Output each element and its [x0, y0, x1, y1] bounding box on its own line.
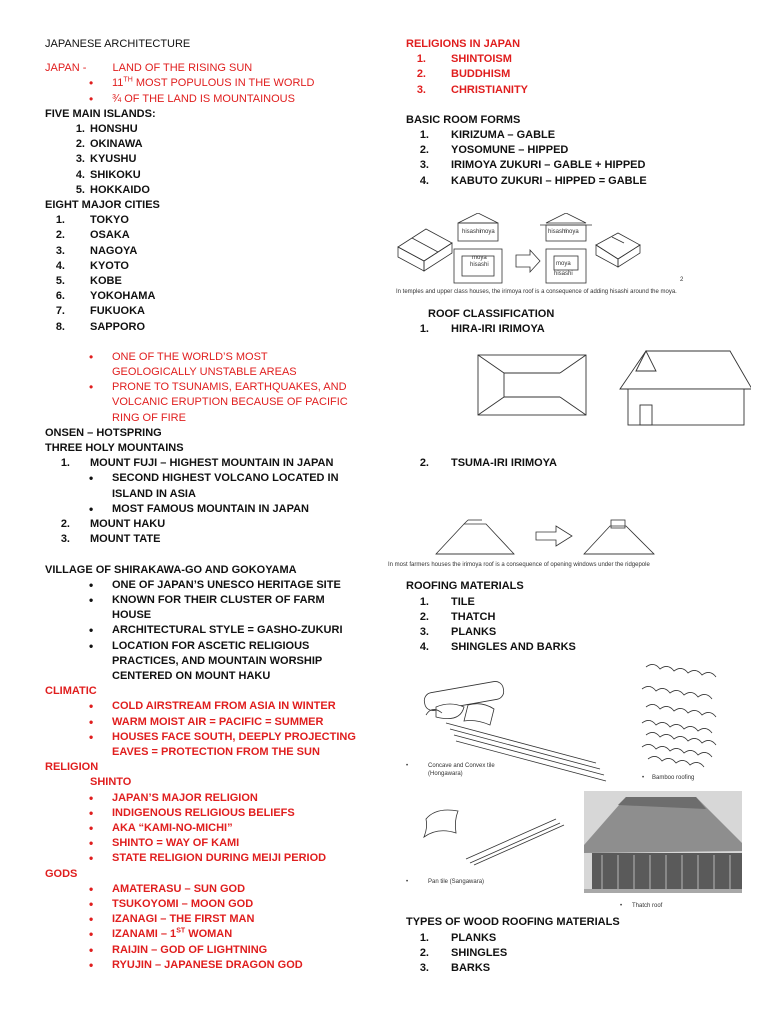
- god-item-pre: AMATERASU – SUN GOD: [112, 882, 246, 895]
- shinto-bullet-line: SHINTO = WAY OF KAMI: [112, 837, 240, 850]
- shinto-bullet: • JAPAN’S MAJOR RELIGION: [45, 791, 375, 806]
- village-bullet-line: CENTERED ON MOUNT HAKU: [112, 669, 271, 682]
- island-item-text: HOKKAIDO: [90, 183, 150, 196]
- mountain-fuji-text: MOUNT FUJI – HIGHEST MOUNTAIN IN JAPAN: [90, 457, 334, 470]
- roofing-material-item: 4. SHINGLES AND BARKS: [419, 641, 576, 654]
- room-form-item-text: KABUTO ZUKURI – HIPPED = GABLE: [451, 174, 647, 187]
- climatic-bullet-line: WARM MOIST AIR = PACIFIC = SUMMER: [112, 715, 324, 728]
- room-form-item: 3. IRIMOYA ZUKURI – GABLE + HIPPED: [419, 159, 646, 172]
- city-item-text: FUKUOKA: [90, 305, 145, 318]
- japan-bullet-pre: ¾ OF THE LAND IS MOUNTAINOUS: [112, 92, 295, 105]
- caption-thatch-bullet: •: [620, 903, 623, 910]
- village-bullet-line: HOUSE: [112, 609, 152, 622]
- fig1-label-5: moya: [556, 260, 571, 267]
- cities-list: [45, 213, 375, 335]
- god-item-pre: IZANAGI – THE FIRST MAN: [112, 913, 255, 926]
- city-item-text: YOKOHAMA: [90, 290, 156, 303]
- caption-tile-2: (Hongawara): [428, 771, 463, 778]
- city-item: 3. NAGOYA: [55, 244, 138, 257]
- shinto-bullet-line: AKA “KAMI-NO-MICHI”: [112, 821, 233, 834]
- climatic-bullet-line: EAVES = PROTECTION FROM THE SUN: [112, 745, 320, 758]
- thatch-roof-photo: [584, 791, 742, 893]
- mountains-list-2: [45, 517, 375, 547]
- roof-class-tsuma-text: TSUMA-IRI IRIMOYA: [451, 457, 557, 470]
- city-item: 5. KOBE: [55, 275, 122, 288]
- geology-bullet-line: PRONE TO TSUNAMIS, EARTHQUAKES, AND: [112, 381, 347, 394]
- mountain-tate-text: MOUNT TATE: [90, 533, 161, 546]
- god-item: • RYUJIN – JAPANESE DRAGON GOD: [89, 957, 303, 972]
- fig1-label-6: hisashi: [554, 270, 573, 277]
- village-bullet-line: KNOWN FOR THEIR CLUSTER OF FARM: [112, 593, 325, 606]
- mountain-haku-text: MOUNT HAKU: [90, 518, 166, 531]
- mountain-haku: 2. MOUNT HAKU: [60, 518, 166, 531]
- roofing-material-item: 1. TILE: [419, 595, 475, 608]
- geology-bullet: • PRONE TO TSUNAMIS, EARTHQUAKES, AND VOLCANIC ERUPTION BECAUSE OF PACIFIC RING OF FIRE: [45, 380, 375, 426]
- shinto-bullet: • INDIGENOUS RELIGIOUS BELIEFS: [45, 806, 375, 821]
- room-form-item: 1. KIRIZUMA – GABLE: [419, 129, 556, 142]
- islands-heading: FIVE MAIN ISLANDS:: [45, 107, 156, 120]
- island-item-text: OKINAWA: [90, 138, 143, 151]
- climatic-bullets: [45, 699, 375, 760]
- fuji-bullet-line: ISLAND IN ASIA: [112, 487, 196, 500]
- room-form-item-text: KIRIZUMA – GABLE: [451, 129, 556, 142]
- mountain-fuji: 1. MOUNT FUJI – HIGHEST MOUNTAIN IN JAPAN: [60, 457, 334, 470]
- gods-list: [45, 882, 375, 973]
- document-title: JAPANESE ARCHITECTURE: [45, 38, 191, 50]
- caption-tile-bullet: •: [406, 763, 409, 770]
- god-item-sup: ST: [176, 927, 186, 935]
- japan-bullet-sup: TH: [123, 76, 133, 84]
- mountains-heading: THREE HOLY MOUNTAINS: [45, 442, 184, 455]
- wood-roofing-heading: TYPES OF WOOD ROOFING MATERIALS: [406, 916, 620, 929]
- wood-roofing-item-text: SHINGLES: [451, 946, 508, 959]
- god-item-pre: RYUJIN – JAPANESE DRAGON GOD: [112, 958, 303, 971]
- climatic-bullet-line: COLD AIRSTREAM FROM ASIA IN WINTER: [112, 700, 336, 713]
- religion-heading: RELIGION: [45, 761, 99, 774]
- fig1-label-3: hisashi: [470, 261, 489, 268]
- geology-bullet-line: GEOLOGICALLY UNSTABLE AREAS: [112, 366, 297, 379]
- roof-class-list-1: [406, 322, 751, 337]
- roofing-materials-list: [406, 595, 751, 656]
- village-bullet-line: LOCATION FOR ASCETIC RELIGIOUS: [112, 639, 310, 652]
- village-bullets: [45, 578, 375, 684]
- fig1-label-2: moya: [480, 228, 495, 235]
- village-bullet: • KNOWN FOR THEIR CLUSTER OF FARM HOUSE: [45, 593, 375, 623]
- village-bullet-line: ONE OF JAPAN’S UNESCO HERITAGE SITE: [112, 578, 341, 591]
- fuji-bullet: • SECOND HIGHEST VOLCANO LOCATED IN ISLAND IN ASIA: [45, 471, 375, 501]
- room-form-item: 4. KABUTO ZUKURI – HIPPED = GABLE: [419, 174, 647, 187]
- room-forms-heading: BASIC ROOM FORMS: [406, 113, 521, 126]
- religion-item-text: BUDDHISM: [451, 68, 511, 81]
- shinto-bullet: • STATE RELIGION DURING MEIJI PERIOD: [45, 851, 375, 866]
- city-item-text: KOBE: [90, 275, 122, 288]
- wood-roofing-list: [406, 931, 751, 977]
- irimoya-diagram: [396, 213, 696, 297]
- religion-item-text: CHRISTIANITY: [451, 83, 528, 96]
- caption-thatch: Thatch roof: [632, 903, 663, 910]
- roofing-materials-heading: ROOFING MATERIALS: [406, 580, 524, 593]
- city-item-text: SAPPORO: [90, 320, 146, 333]
- island-item-text: KYUSHU: [90, 153, 137, 166]
- fig1-label-7: moya: [564, 228, 579, 235]
- shinto-bullet: • SHINTO = WAY OF KAMI: [45, 836, 375, 851]
- island-item-text: HONSHU: [90, 123, 138, 136]
- religion-item: 3. CHRISTIANITY: [416, 83, 528, 96]
- island-item: 3. KYUSHU: [75, 153, 137, 166]
- god-item: • IZANAGI – THE FIRST MAN: [89, 912, 255, 927]
- village-bullet: • LOCATION FOR ASCETIC RELIGIOUS PRACTICES, AND MOUNTAIN WORSHIP CENTERED ON MOUNT HAKU: [45, 639, 375, 685]
- city-item-text: OSAKA: [90, 229, 130, 242]
- right-column: [388, 37, 751, 976]
- roofing-material-item-text: THATCH: [451, 610, 496, 623]
- island-item: 1. HONSHU: [75, 123, 138, 136]
- wood-roofing-item: 3. BARKS: [419, 962, 491, 975]
- island-item-text: SHIKOKU: [90, 168, 141, 181]
- fig1-label-4: moya: [472, 254, 487, 261]
- fig1-caption: In temples and upper class houses, the irimoya roof is a consequence of adding hisashi around the moya.: [396, 288, 677, 295]
- room-forms-list: [406, 128, 751, 189]
- shinto-bullet-line: STATE RELIGION DURING MEIJI PERIOD: [112, 852, 327, 865]
- city-item-text: TOKYO: [90, 214, 129, 227]
- fuji-bullet-line: MOST FAMOUS MOUNTAIN IN JAPAN: [112, 502, 309, 515]
- geology-bullet: • ONE OF THE WORLD’S MOST GEOLOGICALLY UNSTABLE AREAS: [45, 350, 375, 380]
- tsuma-iri-diagram: [388, 518, 733, 568]
- shinto-heading: SHINTO: [90, 776, 132, 789]
- japan-line: [45, 61, 375, 76]
- fig1-page-number: 2: [680, 276, 684, 283]
- religions-list: [406, 52, 751, 98]
- caption-tile-1: Concave and Convex tile: [428, 763, 495, 770]
- onsen-line: ONSEN – HOTSPRING: [45, 426, 162, 439]
- islands-list: [45, 122, 375, 198]
- climatic-heading: CLIMATIC: [45, 685, 97, 698]
- religion-item: 2. BUDDHISM: [416, 68, 511, 81]
- room-form-item: 2. YOSOMUNE – HIPPED: [419, 144, 569, 157]
- roof-class-hira: 1. HIRA-IRI IRIMOYA: [419, 323, 545, 336]
- city-item: 1. TOKYO: [55, 214, 129, 227]
- religion-item: 1. SHINTOISM: [416, 53, 512, 66]
- gods-heading: GODS: [45, 867, 78, 880]
- caption-bamboo-bullet: •: [642, 775, 645, 782]
- japan-bullet-pre: 11: [112, 77, 124, 90]
- fuji-bullet: • MOST FAMOUS MOUNTAIN IN JAPAN: [45, 502, 375, 517]
- cities-heading: EIGHT MAJOR CITIES: [45, 199, 160, 212]
- fig1-label-1: hisashi: [462, 228, 481, 235]
- city-item: 4. KYOTO: [55, 259, 129, 272]
- city-item-text: KYOTO: [90, 259, 129, 272]
- island-item: 2. OKINAWA: [75, 138, 143, 151]
- roof-class-hira-text: HIRA-IRI IRIMOYA: [451, 323, 545, 336]
- caption-pan: Pan tile (Sangawara): [428, 879, 485, 886]
- fig1-label-8: hisashi: [548, 228, 567, 235]
- shinto-bullet-line: JAPAN’S MAJOR RELIGION: [112, 791, 258, 804]
- fuji-bullets: [45, 471, 375, 517]
- japan-bullets: [45, 76, 375, 106]
- roof-class-tsuma: 2. TSUMA-IRI IRIMOYA: [419, 457, 557, 470]
- religions-heading: RELIGIONS IN JAPAN: [406, 38, 521, 50]
- shinto-bullet: • AKA “KAMI-NO-MICHI”: [45, 821, 375, 836]
- room-form-item-text: IRIMOYA ZUKURI – GABLE + HIPPED: [451, 159, 646, 172]
- left-column: [45, 37, 375, 973]
- village-bullet: • ARCHITECTURAL STYLE = GASHO-ZUKURI: [45, 623, 375, 638]
- shinto-bullet-line: INDIGENOUS RELIGIOUS BELIEFS: [112, 806, 295, 819]
- mountains-list: [45, 456, 375, 471]
- god-item: • AMATERASU – SUN GOD: [89, 881, 246, 896]
- roofing-material-item-text: PLANKS: [451, 626, 497, 639]
- wood-roofing-item-text: PLANKS: [451, 931, 497, 944]
- god-item-pre: IZANAMI – 1: [112, 928, 177, 941]
- geology-bullet-line: RING OF FIRE: [112, 411, 186, 424]
- city-item: 2. OSAKA: [55, 229, 130, 242]
- wood-roofing-item: 1. PLANKS: [419, 931, 497, 944]
- climatic-bullet: • WARM MOIST AIR = PACIFIC = SUMMER: [45, 715, 375, 730]
- roofing-material-item-text: TILE: [451, 595, 475, 608]
- wood-roofing-item: 2. SHINGLES: [419, 946, 508, 959]
- japan-bullet: • 11TH MOST POPULOUS IN THE WORLD: [89, 76, 315, 91]
- island-item: 4. SHIKOKU: [75, 168, 141, 181]
- shinto-bullets: [45, 791, 375, 867]
- roof-classification-heading: ROOF CLASSIFICATION: [428, 307, 555, 320]
- geology-bullet-line: ONE OF THE WORLD’S MOST: [112, 350, 268, 363]
- caption-pan-bullet: •: [406, 879, 409, 886]
- roofing-materials-figure: [406, 663, 751, 913]
- village-bullet: • ONE OF JAPAN’S UNESCO HERITAGE SITE: [45, 578, 375, 593]
- city-item: 8. SAPPORO: [55, 320, 146, 333]
- village-heading: VILLAGE OF SHIRAKAWA-GO AND GOKOYAMA: [45, 563, 297, 576]
- religion-item-text: SHINTOISM: [451, 53, 512, 66]
- japan-bullet: • ¾ OF THE LAND IS MOUNTAINOUS: [89, 91, 295, 106]
- geology-bullets: [45, 350, 375, 426]
- god-item: • RAIJIN – GOD OF LIGHTNING: [89, 942, 268, 957]
- geology-bullet-line: VOLCANIC ERUPTION BECAUSE OF PACIFIC: [112, 396, 348, 409]
- god-item-pre: RAIJIN – GOD OF LIGHTNING: [112, 943, 268, 956]
- japan-label: JAPAN -: [45, 62, 87, 75]
- city-item-text: NAGOYA: [90, 244, 138, 257]
- wood-roofing-item-text: BARKS: [451, 962, 491, 975]
- village-bullet-line: PRACTICES, AND MOUNTAIN WORSHIP: [112, 654, 323, 667]
- city-item: 6. YOKOHAMA: [55, 290, 156, 303]
- caption-bamboo: Bamboo roofing: [652, 775, 695, 782]
- god-item-post: WOMAN: [185, 928, 233, 941]
- island-item: 5. HOKKAIDO: [75, 183, 150, 196]
- roof-class-list-2: [406, 456, 751, 471]
- fig3-caption: In most farmers houses the irimoya roof is a consequence of opening windows under the ridgepole: [388, 562, 650, 569]
- hira-iri-diagram: [406, 349, 751, 445]
- mountain-tate: 3. MOUNT TATE: [60, 533, 161, 546]
- god-item: • IZANAMI – 1ST WOMAN: [89, 927, 233, 942]
- city-item: 7. FUKUOKA: [55, 305, 145, 318]
- climatic-bullet-line: HOUSES FACE SOUTH, DEEPLY PROJECTING: [112, 730, 356, 743]
- japan-description: LAND OF THE RISING SUN: [112, 62, 253, 75]
- climatic-bullet: • COLD AIRSTREAM FROM ASIA IN WINTER: [45, 699, 375, 714]
- god-item: • TSUKOYOMI – MOON GOD: [89, 896, 254, 911]
- fuji-bullet-line: SECOND HIGHEST VOLCANO LOCATED IN: [112, 472, 339, 485]
- roofing-material-item: 3. PLANKS: [419, 626, 497, 639]
- climatic-bullet: • HOUSES FACE SOUTH, DEEPLY PROJECTING EAVES = PROTECTION FROM THE SUN: [45, 730, 375, 760]
- roofing-material-item-text: SHINGLES AND BARKS: [451, 641, 576, 654]
- village-bullet-line: ARCHITECTURAL STYLE = GASHO-ZUKURI: [112, 624, 343, 637]
- god-item-pre: TSUKOYOMI – MOON GOD: [112, 897, 254, 910]
- room-form-item-text: YOSOMUNE – HIPPED: [451, 144, 569, 157]
- japan-bullet-post: MOST POPULOUS IN THE WORLD: [132, 77, 315, 90]
- roofing-material-item: 2. THATCH: [419, 610, 496, 623]
